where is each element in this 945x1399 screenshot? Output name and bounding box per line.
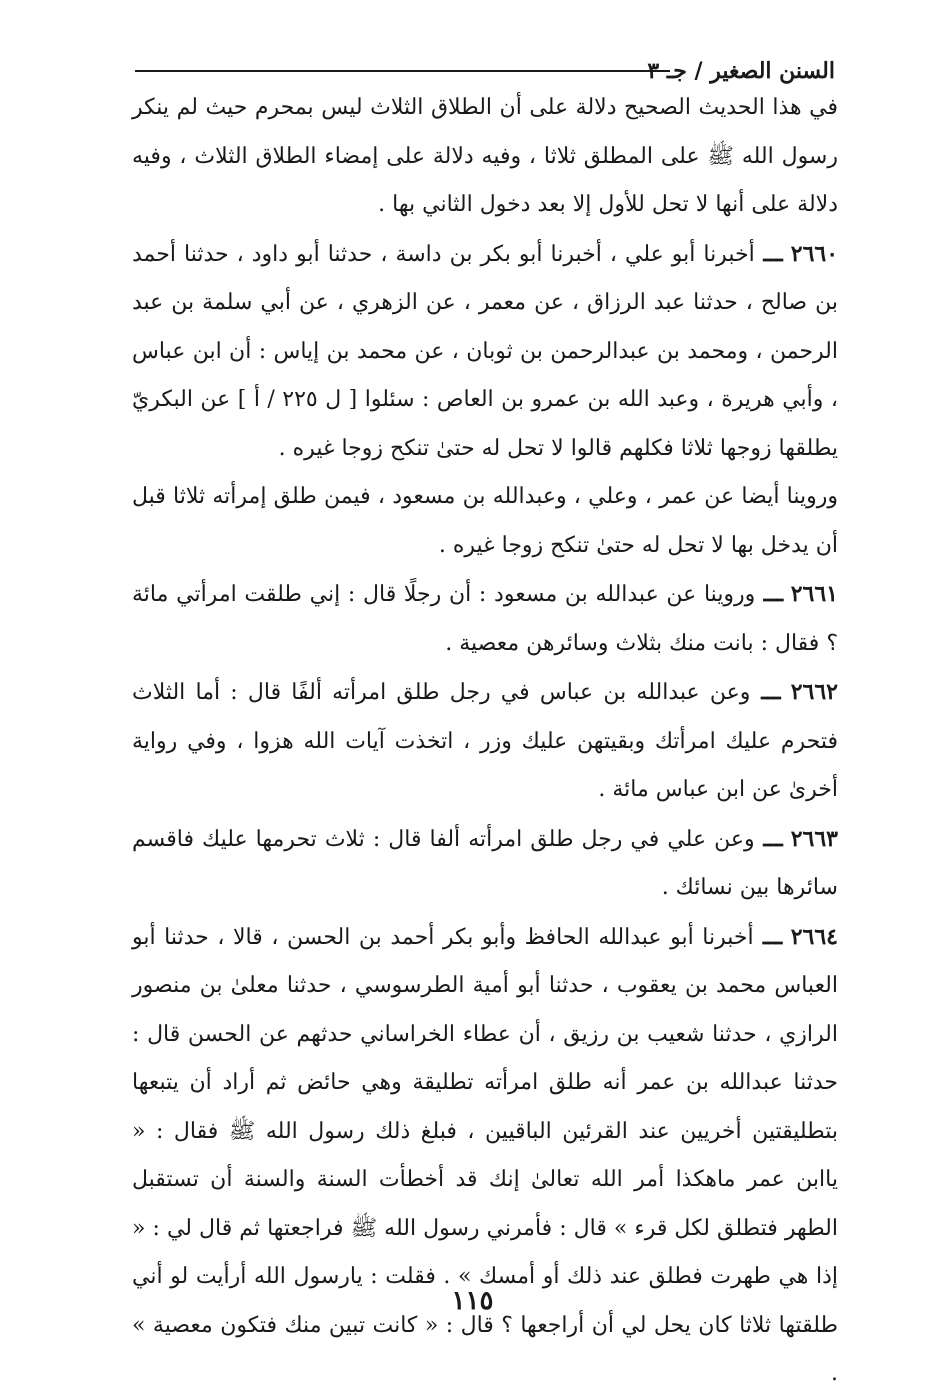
hadith-dash: ـــ (753, 923, 783, 950)
hadith-dash: ـــ (754, 825, 783, 852)
hadith-2661 (132, 570, 838, 668)
paragraph-text: أخبرنا أبو علي ، أخبرنا أبو بكر بن داسة ، حدثنا أبو داود ، حدثنا أحمد بن صالح ، حدثنا عبد الرزاق ، عن معمر ، عن الزهري ، عن أبي سلمة بن عبد الرحمن ، ومحمد بن عبدالرحمن بن ثوبان ، عن محمد بن إياس : أن ابن عباس ، وأبي هريرة ، وعبد الله بن عمرو بن العاص : سئلوا [ ل ٢٢٥ / أ ] عن البكريّ يطلقها زوجها ثلاثا فكلهم قالوا لا تحل له حتىٰ تنكح زوجا غيره . (132, 241, 838, 461)
paragraph-text: وروينا عن عبدالله بن مسعود : أن رجلًا قال : إني طلقت امرأتي مائة ؟ فقال : بانت منك بثلاث وسائرهن معصية . (132, 582, 838, 656)
paragraph-text: في هذا الحديث الصحيح دلالة على أن الطلاق الثلاث ليس بمحرم حيث لم ينكر رسول الله ﷺ على المطلق ثلاثا ، وفيه دلالة على إمضاء الطلاق الثلاث ، وفيه دلالة على أنها لا تحل للأول إلا بعد دخول الثاني بها . (132, 95, 838, 217)
hadith-2663 (132, 815, 838, 913)
hadith-number: ٢٦٦٣ (790, 825, 838, 852)
hadith-2664 (132, 913, 838, 1399)
hadith-dash: ـــ (755, 581, 784, 607)
hadith-number: ٢٦٦١ (790, 581, 838, 607)
hadith-2662 (132, 668, 838, 815)
header-title: السنن الصغير / جـ ٣ (647, 58, 835, 84)
hadith-number: ٢٦٦٠ (790, 240, 839, 267)
paragraph-text: وعن علي في رجل طلق امرأته ألفا قال : ثلاث تحرمها عليك فاقسم سائرها بين نسائك . (132, 826, 838, 900)
paragraph-narration (132, 473, 838, 570)
hadith-2660 (132, 230, 838, 474)
paragraph-intro (132, 84, 838, 230)
header-rule (135, 70, 670, 72)
hadith-dash: ـــ (754, 240, 783, 267)
hadith-number: ٢٦٦٤ (790, 923, 838, 950)
paragraph-text: أخبرنا أبو عبدالله الحافظ وأبو بكر أحمد بن الحسن ، قالا ، حدثنا أبو العباس محمد بن يعقوب ، حدثنا أبو أمية الطرسوسي ، حدثنا معلىٰ بن منصور الرازي ، حدثنا شعيب بن رزيق ، أن عطاء الخراساني حدثهم عن الحسن قال : حدثنا عبدالله بن عمر أنه طلق امرأته تطليقة وهي حائض ثم أراد أن يتبعها بتطليقتين أخريين عند القرئين الباقيين ، فبلغ ذلك رسول الله ﷺ فقال : « ياابن عمر ماهكذا أمر الله تعالىٰ إنك قد أخطأت السنة والسنة أن تستقبل الطهر فتطلق لكل قرء » قال : فأمرني رسول الله ﷺ فراجعتها ثم قال لي : « إذا هي طهرت فطلق عند ذلك أو أمسك » . فقلت : يارسول الله أرأيت لو أني طلقتها ثلاثا كان يحل لي أن أراجعها ؟ قال : « كانت تبين منك فتكون معصية » . (132, 924, 838, 1386)
paragraph-text: وروينا أيضا عن عمر ، وعلي ، وعبدالله بن مسعود ، فيمن طلق إمرأته ثلاثا قبل أن يدخل بها لا تحل له حتىٰ تنكح زوجا غيره . (132, 484, 838, 558)
paragraph-text: وعن عبدالله بن عباس في رجل طلق امرأته ألفًا قال : أما الثلاث فتحرم عليك امرأتك وبقيتهن عليك وزر ، اتخذت آيات الله هزوا ، وفي رواية أخرىٰ عن ابن عباس مائة . (132, 680, 838, 802)
page-number: ١١٥ (451, 1286, 494, 1316)
hadith-number: ٢٦٦٢ (790, 679, 838, 705)
body-text (132, 84, 838, 1399)
hadith-dash: ـــ (750, 679, 781, 705)
